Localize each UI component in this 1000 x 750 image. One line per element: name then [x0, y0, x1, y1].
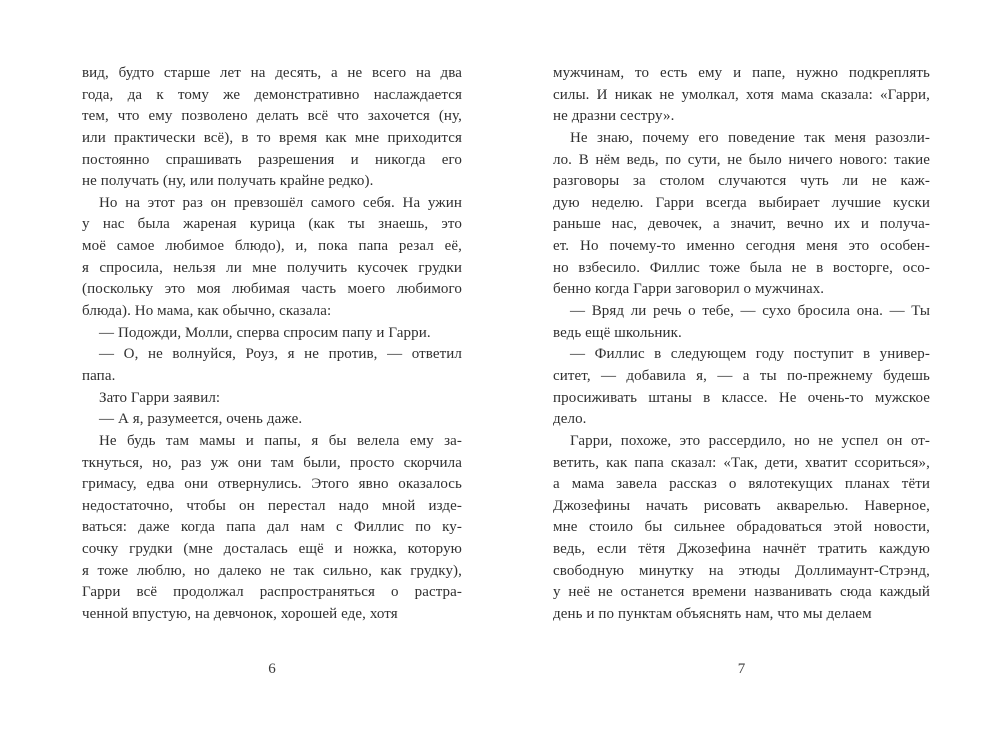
- text-line: — Подожди, Молли, сперва спросим папу и Гарри.: [99, 324, 431, 341]
- text-line: Гарри всё продолжал распространяться о растра-: [82, 584, 462, 601]
- text-line: Но на этот раз он превзошёл самого себя. На ужин: [99, 194, 462, 211]
- text-line: мужчинам, то есть ему и папе, нужно подкреплять: [553, 65, 930, 81]
- text-line: ведь, если тётя Джозефина начнёт тратить каждую: [553, 541, 930, 558]
- text-line: разговоры за столом случаются чуть ли не каж-: [553, 173, 930, 190]
- text-line: или практически всё), в то время как мне приходится: [82, 129, 462, 146]
- text-line: моё самое любимое блюдо), и, пока папа резал её,: [82, 238, 462, 255]
- text-line: у нас была жареная курица (как ты знаешь, это: [82, 216, 462, 233]
- text-line: дую неделю. Гарри всегда выбирает лучшие куски: [553, 194, 930, 211]
- text-line: — О, не волнуйся, Роуз, я не против, — ответил: [99, 346, 462, 363]
- text-line: блюда). Но мама, как обычно, сказала:: [82, 303, 332, 320]
- text-line: не получать (ну, или получать крайне редко).: [82, 173, 374, 190]
- text-line: года, да к тому же демонстративно наслаждается: [82, 86, 462, 103]
- text-line: а мама завела рассказ о вялотекущих планах тёти: [553, 476, 930, 493]
- text-line: постоянно спрашивать разрешения и никогда его: [82, 151, 462, 168]
- text-line: ло. В нём ведь, по сути, не было ничего нового: такие: [553, 151, 930, 168]
- page-right-text: [553, 63, 930, 626]
- text-line: тем, что ему позволено делать всё что захочется (ну,: [82, 108, 462, 125]
- text-line: я тоже люблю, но далеко не так сильно, как грудку),: [82, 562, 462, 579]
- text-line: недостаточно, чтобы он перестал надо мной изде-: [82, 497, 462, 514]
- text-line: Не будь там мамы и папы, я бы велела ему за-: [99, 432, 462, 449]
- text-line: Гарри, похоже, это рассердило, но не успел он от-: [570, 432, 930, 449]
- text-line: раньше нас, девочек, а значит, вечно их и получа-: [553, 216, 930, 233]
- text-line: — Вряд ли речь о тебе, — сухо бросила она. — Ты: [570, 303, 930, 320]
- text-line: бенно когда Гарри заговорил о мужчинах.: [553, 281, 825, 298]
- text-line: но взбесило. Филлис тоже была не в восторге, осо-: [553, 259, 930, 276]
- text-line: Зато Гарри заявил:: [99, 389, 221, 406]
- page-right: [553, 63, 930, 677]
- text-line: просиживать штаны в классе. Не очень-то мужское: [553, 389, 930, 406]
- text-line: Не знаю, почему его поведение так меня разозли-: [570, 129, 930, 146]
- text-line: — Филлис в следующем году поступит в универ-: [570, 346, 930, 363]
- text-line: дело.: [553, 411, 587, 428]
- page-left-text: [82, 63, 462, 626]
- text-line: не дразни сестру».: [553, 108, 675, 125]
- text-line: день и по пунктам объяснять нам, что мы делаем: [553, 606, 872, 623]
- page-left: [82, 63, 462, 677]
- text-line: вид, будто старше лет на десять, а не всего на два: [82, 65, 462, 81]
- text-line: ветить, как папа сказал: «Так, дети, хватит ссориться»,: [553, 454, 930, 471]
- text-line: свободную минутку на этюды Доллимаунт-Стрэнд,: [553, 562, 930, 579]
- text-line: ваться: даже когда папа дал нам с Филлис по ку-: [82, 519, 462, 536]
- text-line: ситет, — добавила я, — а ты по-прежнему будешь: [553, 367, 930, 384]
- text-line: сочку грудки (мне досталась ещё и ножка, которую: [82, 541, 462, 558]
- text-line: ет. Но почему-то именно сегодня меня это особен-: [553, 238, 930, 255]
- text-line: мне стоило бы сильнее обрадоваться этой новости,: [553, 519, 930, 536]
- text-line: у неё не останется времени названивать сюда каждый: [553, 584, 930, 601]
- text-line: я спросила, нельзя ли мне получить кусочек грудки: [82, 259, 462, 276]
- page-right-number: 7: [737, 661, 746, 677]
- text-line: ткнуться, но, раз уж они там были, просто скорчила: [82, 454, 462, 471]
- text-line: Джозефины начать рисовать акварелью. Наверное,: [553, 497, 930, 514]
- text-line: гримасу, едва они отвернулись. Этого явно оказалось: [82, 476, 462, 493]
- text-line: силы. И никак не умолкал, хотя мама сказала: «Гарри,: [553, 86, 930, 103]
- text-line: — А я, разумеется, очень даже.: [99, 411, 303, 428]
- page-left-number: 6: [268, 661, 276, 677]
- text-line: ведь ещё школьник.: [553, 324, 682, 341]
- text-line: папа.: [82, 367, 116, 384]
- text-line: (поскольку это моя любимая часть моего любимого: [82, 281, 462, 298]
- text-line: ченной впустую, на девчонок, хорошей еде, хотя: [82, 606, 398, 623]
